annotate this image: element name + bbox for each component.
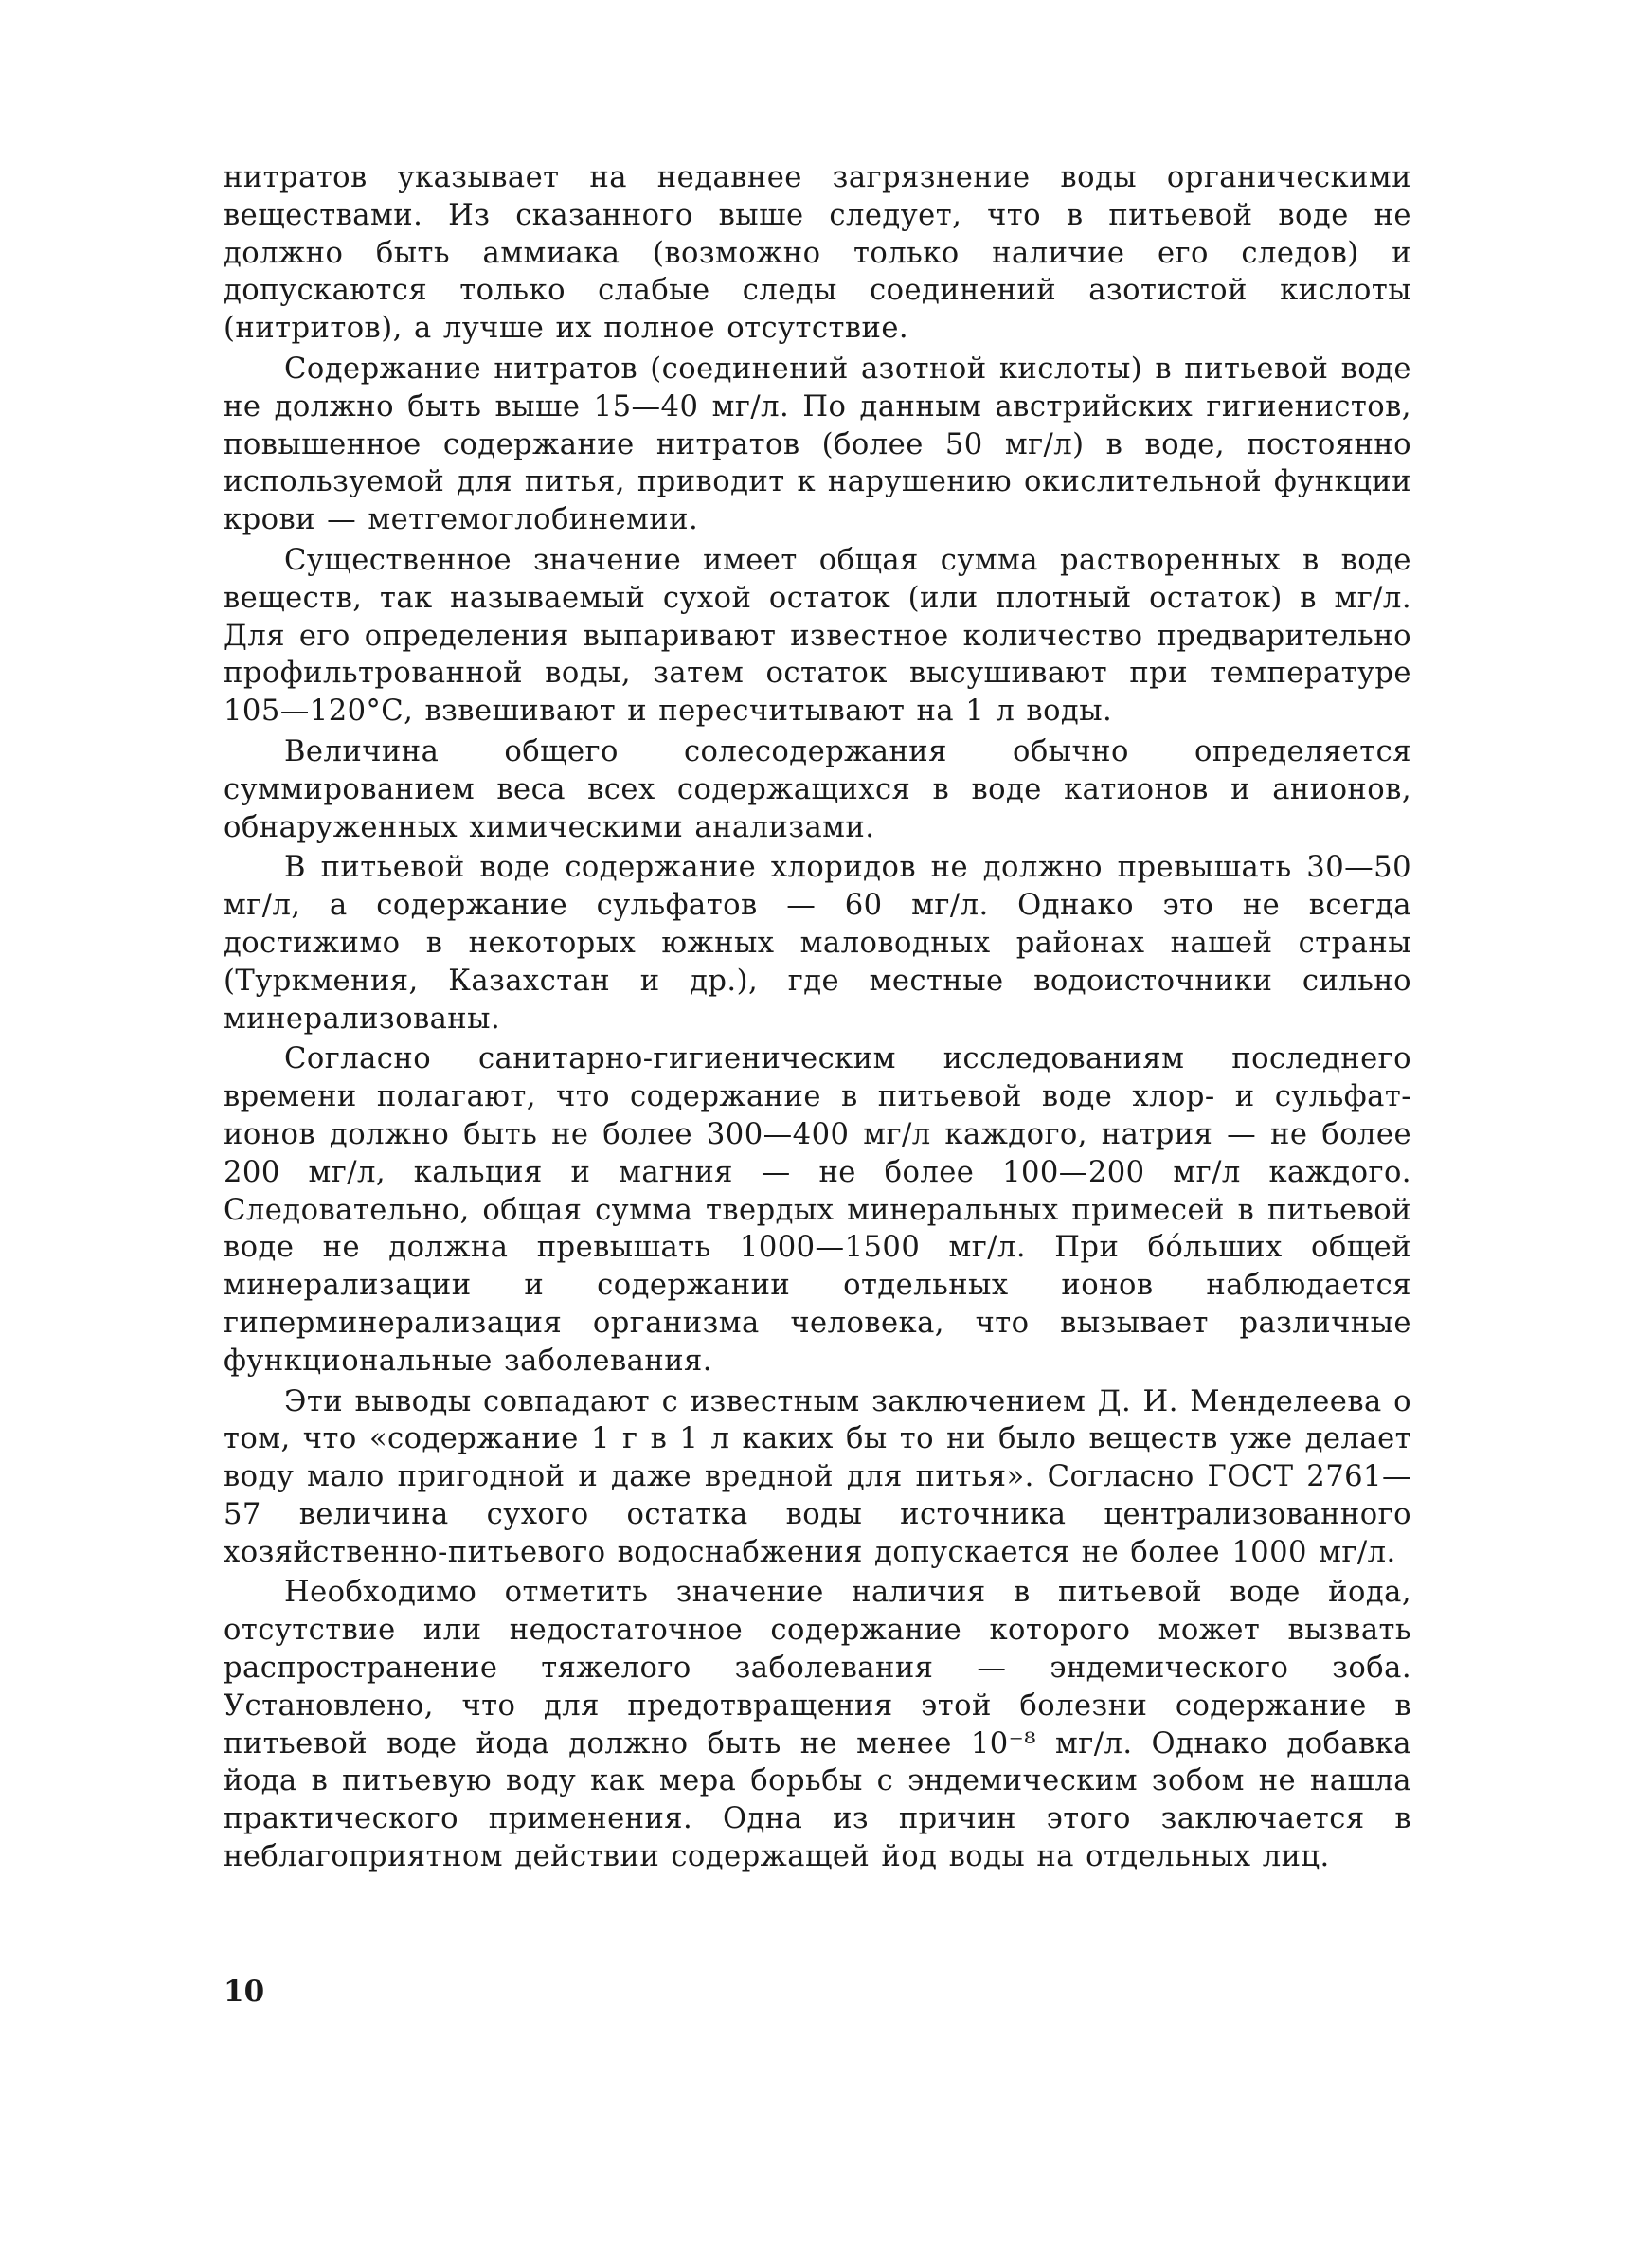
paragraph-7: Эти выводы совпадают с известным заключением Д. И. Менделеева о том, что «содержание 1 г в 1 л каких бы то ни было веществ уже делает воду мало пригодной и даже вредной для питья». Согласно ГОСТ 2761—57 величина сухого остатка воды источника централизованного хозяйственно-питьевого водоснабжения допускается не более 1000 мг/л. [224, 1384, 1411, 1569]
paragraph-4: Величина общего солесодержания обычно определяется суммированием веса всех содержащихся в воде катионов и анионов, обнаруженных химическими анализами. [224, 734, 1411, 844]
paragraph-3: Существенное значение имеет общая сумма растворенных в воде веществ, так называемый сухой остаток (или плотный остаток) в мг/л. Для его определения выпаривают известное количество предварительно профильтрованной воды, затем остаток высушивают при температуре 105—120°С, взвешивают и пересчитывают на 1 л воды. [224, 543, 1411, 729]
body-text [224, 159, 1411, 1879]
page-number: 10 [224, 1975, 265, 2009]
paragraph-6: Согласно санитарно-гигиеническим исследованиям последнего времени полагают, что содержание в питьевой воде хлор- и сульфат-ионов должно быть не более 300—400 мг/л каждого, натрия — не более 200 мг/л, кальция и магния — не более 100—200 мг/л каждого. Следовательно, общая сумма твердых минеральных примесей в питьевой воде не должна превышать 1000—1500 мг/л. При бо́льших общей минерализации и содержании отдельных ионов наблюдается гиперминерализация организма человека, что вызывает различные функциональные заболевания. [224, 1042, 1411, 1378]
paragraph-2: Содержание нитратов (соединений азотной кислоты) в питьевой воде не должно быть выше 15—40 мг/л. По данным австрийских гигиенистов, повышенное содержание нитратов (более 50 мг/л) в воде, постоянно используемой для питья, приводит к нарушению окислительной функции крови — метгемоглобинемии. [224, 352, 1411, 537]
paragraph-1: нитратов указывает на недавнее загрязнение воды органическими веществами. Из сказанного выше следует, что в питьевой воде не должно быть аммиака (возможно только наличие его следов) и допускаются только слабые следы соединений азотистой кислоты (нитритов), а лучше их полное отсутствие. [224, 161, 1411, 346]
paragraph-8: Необходимо отметить значение наличия в питьевой воде йода, отсутствие или недостаточное содержание которого может вызвать распространение тяжелого заболевания — эндемического зоба. Установлено, что для предотвращения этой болезни содержание в питьевой воде йода должно быть не менее 10⁻⁸ мг/л. Однако добавка йода в питьевую воду как мера борьбы с эндемическим зобом не нашла практического применения. Одна из причин этого заключается в неблагоприятном действии содержащей йод воды на отдельных лиц. [224, 1576, 1411, 1874]
paragraph-5: В питьевой воде содержание хлоридов не должно превышать 30—50 мг/л, а содержание сульфатов — 60 мг/л. Однако это не всегда достижимо в некоторых южных маловодных районах нашей страны (Туркмения, Казахстан и др.), где местные водоисточники сильно минерализованы. [224, 851, 1411, 1036]
